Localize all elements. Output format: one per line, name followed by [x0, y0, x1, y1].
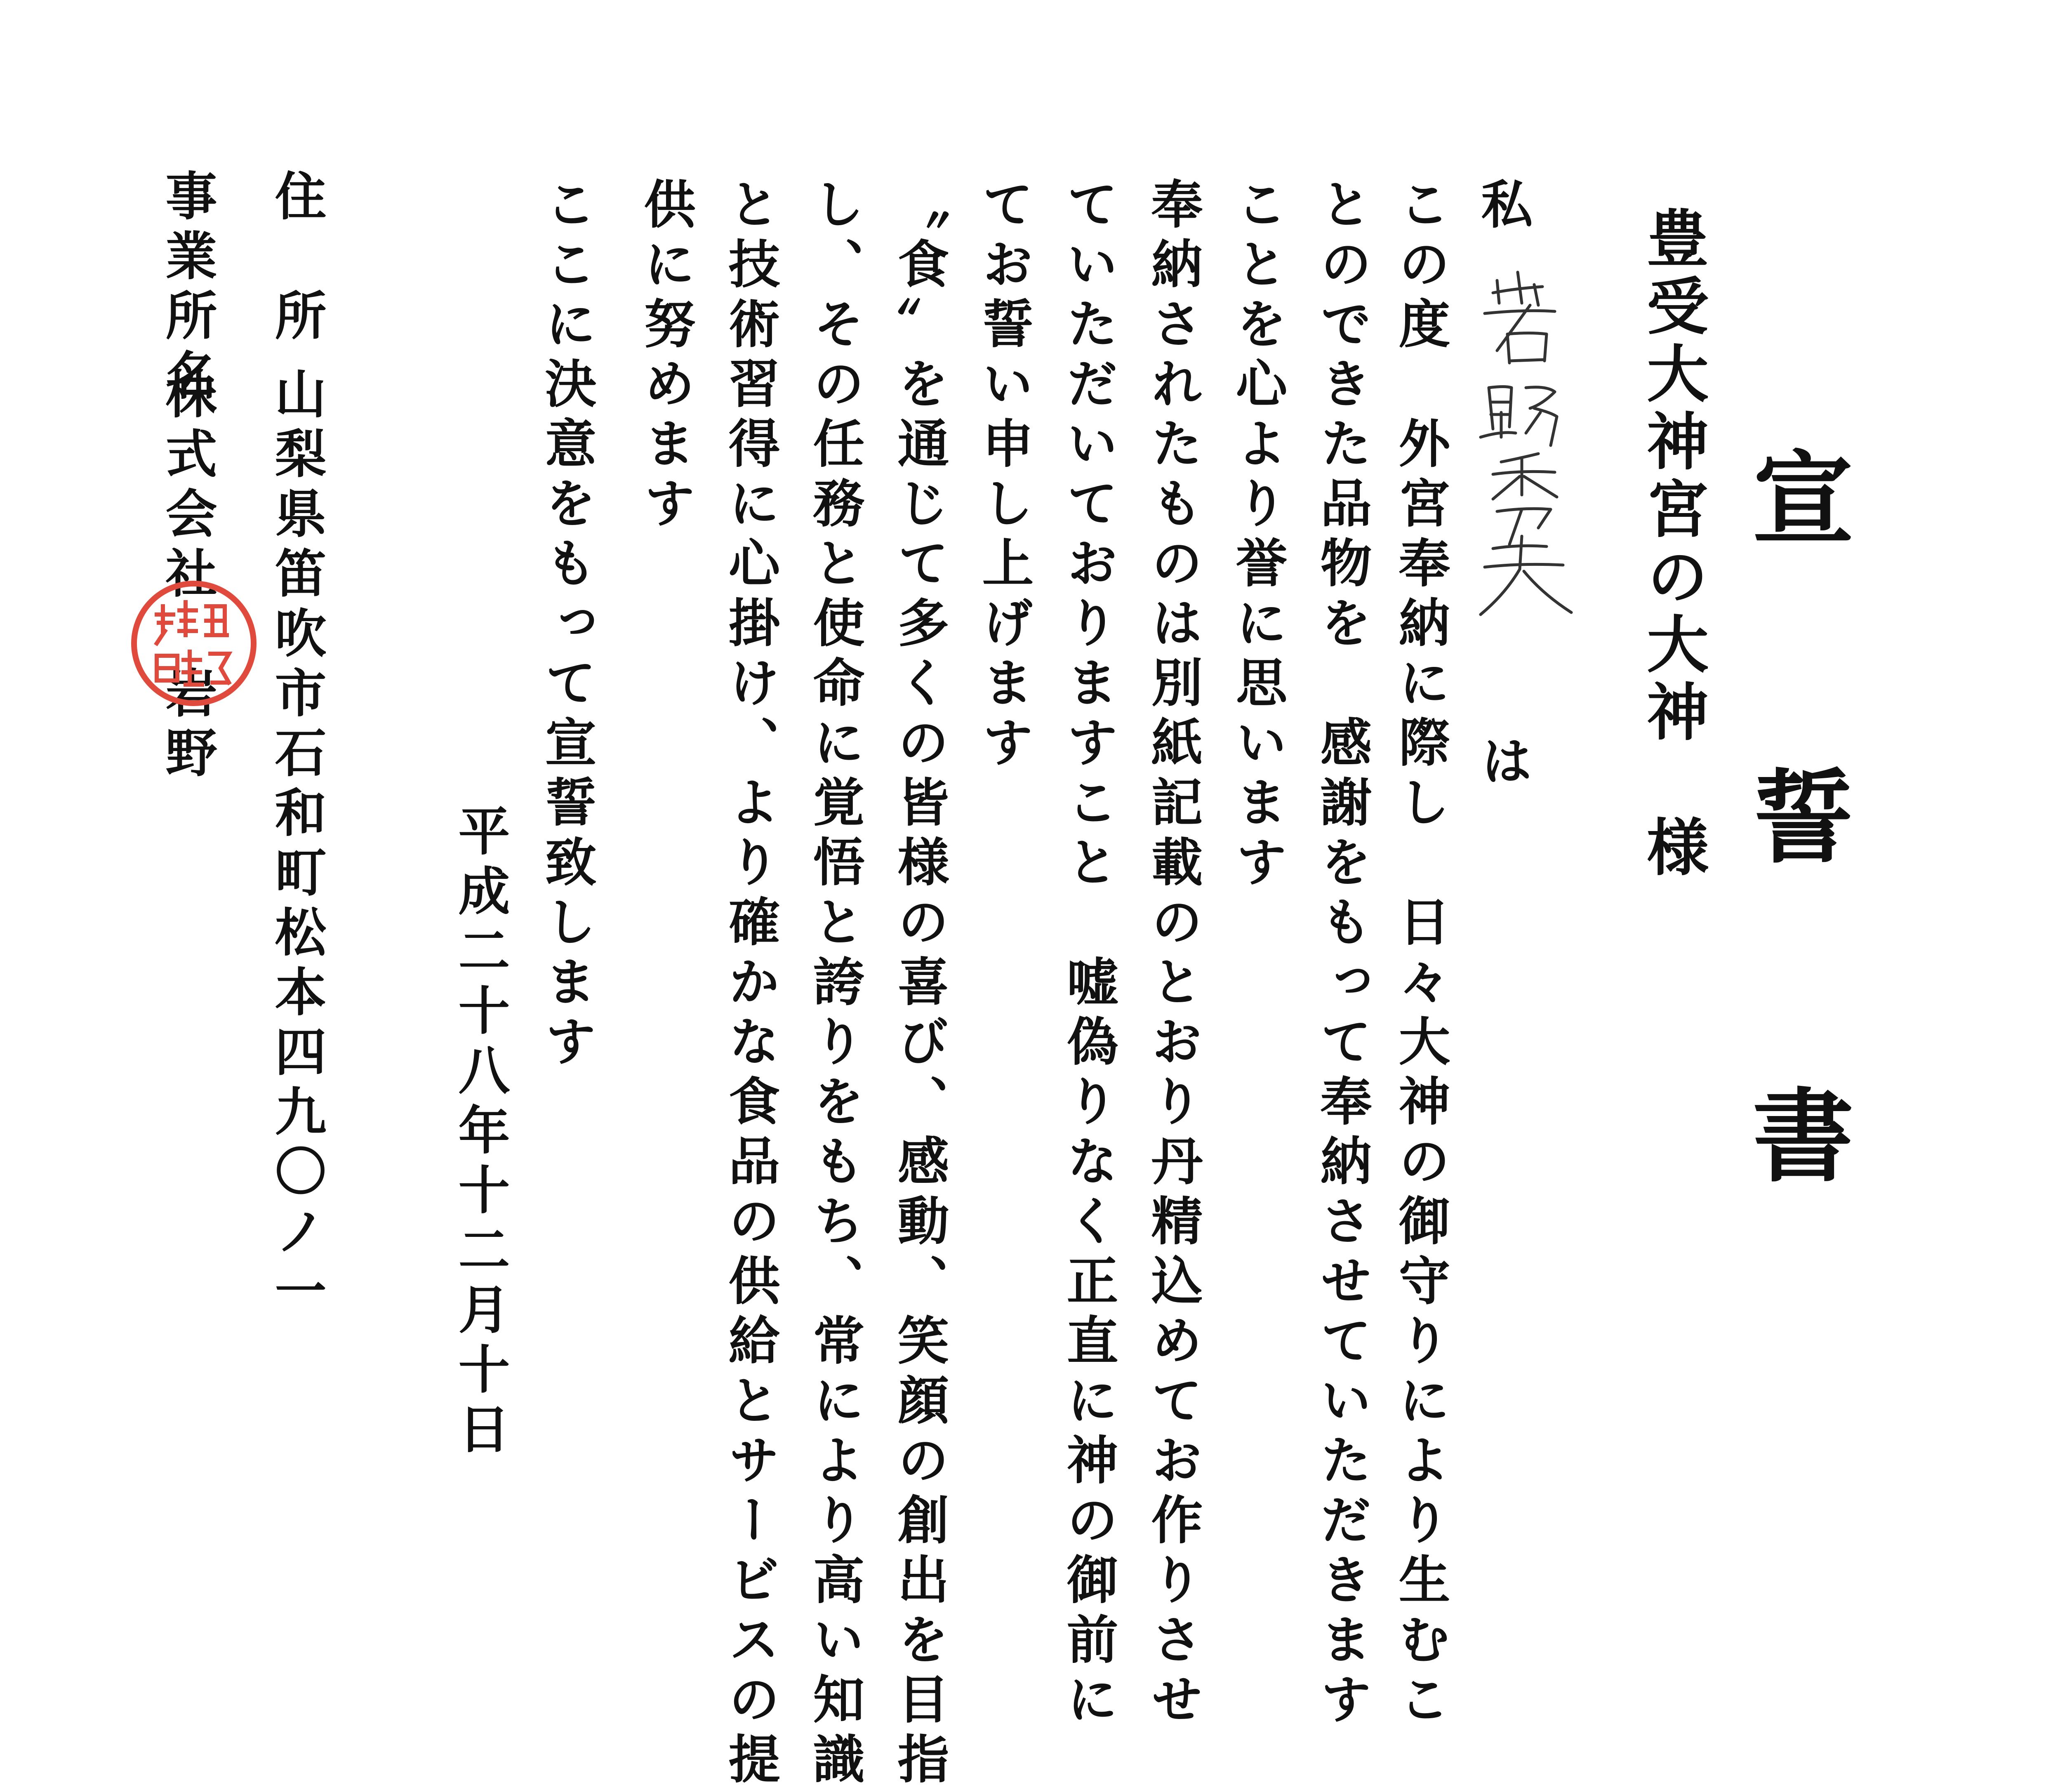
body-line: とのできた品物を 感謝をもって奉納させていただきます — [1311, 177, 1372, 1732]
declarant-suffix: は — [1472, 734, 1533, 794]
body-line: 供に努めます — [635, 177, 695, 536]
document-title: 宣 誓 書 — [1736, 445, 1855, 1234]
company-label: 事業所名 — [157, 169, 217, 408]
declarant-prefix: 私 — [1472, 177, 1533, 237]
body-line: てお誓い申し上げます — [973, 177, 1034, 775]
address-label: 住 所 — [266, 169, 326, 349]
company-value: 株式会社 岩野 — [157, 367, 217, 786]
body-line: 〝食〟を通じて多くの皆様の喜び、感動、笑顔の創出を目指 — [889, 177, 949, 1792]
body-line: ここに決意をもって宣誓致します — [536, 177, 596, 1074]
handwritten-signature — [1468, 264, 1575, 619]
addressee: 豊受大神宮の大神 様 — [1636, 206, 1709, 883]
company-seal — [124, 573, 264, 714]
body-line: ていただいておりますこと 嘘偽りなく正直に神の御前に — [1058, 177, 1118, 1732]
body-line: と技術習得に心掛け、より確かな食品の供給とサービスの提 — [720, 177, 780, 1792]
body-line: し、その任務と使命に覚悟と誇りをもち、常により高い知識 — [804, 177, 864, 1792]
body-line: この度 外宮奉納に際し 日々大神の御守りにより生むこ — [1390, 177, 1450, 1732]
document-date: 平成二十八年十二月十日 — [450, 804, 510, 1462]
body-line: 奉納されたものは別紙記載のとおり丹精込めてお作りさせ — [1142, 177, 1203, 1732]
address-value: 山梨県笛吹市石和町松本四九〇ノ一 — [266, 367, 326, 1324]
body-line: ことを心より誉に思います — [1227, 177, 1287, 895]
